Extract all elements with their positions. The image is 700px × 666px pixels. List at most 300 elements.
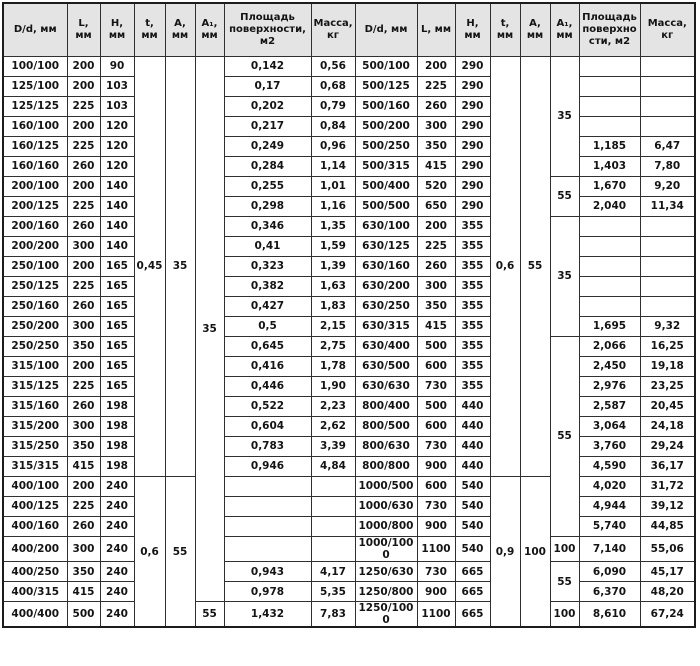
merged-cell-t-left: 0,6: [134, 477, 165, 628]
table-cell: 1100: [417, 602, 455, 628]
table-cell: 540: [455, 477, 490, 497]
column-header: Площадь поверхности, м2: [224, 3, 311, 57]
table-cell: 355: [455, 377, 490, 397]
table-cell: 103: [100, 97, 134, 117]
table-cell: 0,645: [224, 337, 311, 357]
merged-cell-a1-right: 100: [550, 537, 579, 562]
table-cell: 290: [455, 137, 490, 157]
table-cell: [224, 497, 311, 517]
table-cell: 0,346: [224, 217, 311, 237]
table-cell: 240: [100, 602, 134, 628]
table-row: [3, 277, 695, 297]
table-cell: 225: [417, 237, 455, 257]
table-cell: 300: [67, 537, 100, 562]
table-cell: 1,670: [579, 177, 640, 197]
table-cell: 440: [455, 417, 490, 437]
table-cell: 103: [100, 77, 134, 97]
table-cell: 240: [100, 517, 134, 537]
table-cell: 2,23: [311, 397, 355, 417]
column-header: A₁, мм: [550, 3, 579, 57]
table-cell: 4,020: [579, 477, 640, 497]
table-cell: 5,35: [311, 582, 355, 602]
merged-cell-a1-right: 55: [550, 177, 579, 217]
table-cell: 540: [455, 537, 490, 562]
column-header: D/d, мм: [355, 3, 417, 57]
table-cell: 400/200: [3, 537, 67, 562]
table-cell: 165: [100, 377, 134, 397]
table-cell: 200: [67, 57, 100, 77]
table-cell: 540: [455, 517, 490, 537]
table-cell: 260: [417, 97, 455, 117]
table-cell: 19,18: [640, 357, 695, 377]
table-cell: 315/160: [3, 397, 67, 417]
merged-cell-t-right: 0,6: [490, 57, 520, 477]
column-header: H, мм: [100, 3, 134, 57]
table-cell: 400/400: [3, 602, 67, 628]
column-header: A₁, мм: [195, 3, 224, 57]
table-cell: 0,249: [224, 137, 311, 157]
table-row: [3, 517, 695, 537]
table-cell: 45,17: [640, 562, 695, 582]
table-cell: 630/400: [355, 337, 417, 357]
table-cell: 250/100: [3, 257, 67, 277]
table-cell: 36,17: [640, 457, 695, 477]
table-cell: 198: [100, 417, 134, 437]
table-cell: 8,610: [579, 602, 640, 628]
table-cell: 315/315: [3, 457, 67, 477]
table-cell: 665: [455, 562, 490, 582]
table-cell: 31,72: [640, 477, 695, 497]
table-cell: 200: [67, 477, 100, 497]
table-cell: 315/100: [3, 357, 67, 377]
table-cell: 225: [67, 497, 100, 517]
table-cell: 260: [67, 397, 100, 417]
table-cell: 0,5: [224, 317, 311, 337]
table-cell: 4,17: [311, 562, 355, 582]
merged-cell-a1-left: 35: [195, 57, 224, 602]
table-cell: [579, 57, 640, 77]
table-cell: 1,185: [579, 137, 640, 157]
table-cell: 290: [455, 97, 490, 117]
table-cell: 160/100: [3, 117, 67, 137]
column-header: t, мм: [134, 3, 165, 57]
table-cell: 500/125: [355, 77, 417, 97]
table-cell: 1,39: [311, 257, 355, 277]
table-cell: 800/400: [355, 397, 417, 417]
merged-cell-a1-left: 55: [195, 602, 224, 628]
table-cell: 260: [67, 157, 100, 177]
merged-cell-a-left: 35: [165, 57, 195, 477]
table-cell: [579, 97, 640, 117]
table-cell: 630/250: [355, 297, 417, 317]
table-cell: 350: [67, 562, 100, 582]
table-cell: 2,587: [579, 397, 640, 417]
table-cell: 730: [417, 437, 455, 457]
table-cell: 260: [67, 297, 100, 317]
table-cell: 665: [455, 602, 490, 628]
table-cell: 900: [417, 582, 455, 602]
table-cell: 165: [100, 297, 134, 317]
table-cell: 1000/630: [355, 497, 417, 517]
table-cell: 0,416: [224, 357, 311, 377]
column-header: Масса, кг: [311, 3, 355, 57]
table-cell: 260: [417, 257, 455, 277]
table-cell: 1000/1000: [355, 537, 417, 562]
merged-cell-a-right: 100: [520, 477, 550, 628]
table-cell: 3,39: [311, 437, 355, 457]
table-cell: 400/125: [3, 497, 67, 517]
table-cell: 400/315: [3, 582, 67, 602]
table-cell: 650: [417, 197, 455, 217]
column-header: Масса, кг: [640, 3, 695, 57]
table-cell: 600: [417, 417, 455, 437]
table-cell: 290: [455, 197, 490, 217]
table-cell: 39,12: [640, 497, 695, 517]
table-cell: 55,06: [640, 537, 695, 562]
table-row: [3, 137, 695, 157]
table-cell: 225: [67, 97, 100, 117]
table-cell: [311, 537, 355, 562]
table-cell: 165: [100, 357, 134, 377]
table-cell: 100/100: [3, 57, 67, 77]
table-cell: 500/315: [355, 157, 417, 177]
merged-cell-a-left: 55: [165, 477, 195, 628]
table-cell: 500/100: [355, 57, 417, 77]
table-cell: 1,14: [311, 157, 355, 177]
table-cell: 400/160: [3, 517, 67, 537]
table-cell: [311, 497, 355, 517]
table-row: [3, 582, 695, 602]
table-cell: 0,946: [224, 457, 311, 477]
table-cell: 200: [67, 77, 100, 97]
table-cell: 415: [417, 157, 455, 177]
table-cell: 1,90: [311, 377, 355, 397]
table-cell: 0,17: [224, 77, 311, 97]
table-row: [3, 477, 695, 497]
table-cell: 350: [67, 337, 100, 357]
table-cell: 520: [417, 177, 455, 197]
table-cell: 225: [67, 377, 100, 397]
column-header: A, мм: [165, 3, 195, 57]
table-row: [3, 457, 695, 477]
table-cell: 1,78: [311, 357, 355, 377]
column-header: L, мм: [417, 3, 455, 57]
merged-cell-a-right: 55: [520, 57, 550, 477]
table-cell: 2,066: [579, 337, 640, 357]
table-cell: 198: [100, 397, 134, 417]
table-cell: 300: [67, 417, 100, 437]
table-cell: [579, 117, 640, 137]
table-cell: 198: [100, 457, 134, 477]
table-row: [3, 257, 695, 277]
table-cell: 200: [67, 117, 100, 137]
merged-cell-a1-right: 100: [550, 602, 579, 628]
column-header: L, мм: [67, 3, 100, 57]
table-cell: 140: [100, 197, 134, 217]
header-row: [3, 3, 695, 57]
table-cell: 355: [455, 237, 490, 257]
table-cell: 3,760: [579, 437, 640, 457]
table-cell: [224, 477, 311, 497]
table-cell: 120: [100, 157, 134, 177]
table-cell: 1,01: [311, 177, 355, 197]
table-cell: [579, 77, 640, 97]
table-cell: 125/125: [3, 97, 67, 117]
table-cell: 0,255: [224, 177, 311, 197]
table-cell: 4,84: [311, 457, 355, 477]
table-cell: 355: [455, 257, 490, 277]
table-cell: 1,35: [311, 217, 355, 237]
table-cell: 0,284: [224, 157, 311, 177]
table-cell: 415: [67, 582, 100, 602]
table-cell: 900: [417, 517, 455, 537]
table-cell: 0,84: [311, 117, 355, 137]
table-cell: 0,68: [311, 77, 355, 97]
table-cell: 200: [417, 57, 455, 77]
table-cell: 9,20: [640, 177, 695, 197]
column-header: D/d, мм: [3, 3, 67, 57]
table-cell: 1,403: [579, 157, 640, 177]
table-cell: 240: [100, 562, 134, 582]
table-cell: 5,740: [579, 517, 640, 537]
table-row: [3, 357, 695, 377]
table-cell: 7,140: [579, 537, 640, 562]
table-cell: [640, 257, 695, 277]
table-cell: 44,85: [640, 517, 695, 537]
table-row: [3, 177, 695, 197]
table-cell: 3,064: [579, 417, 640, 437]
table-row: [3, 117, 695, 137]
table-cell: 67,24: [640, 602, 695, 628]
table-cell: 500/400: [355, 177, 417, 197]
table-cell: 350: [417, 137, 455, 157]
table-cell: 11,34: [640, 197, 695, 217]
table-cell: 250/160: [3, 297, 67, 317]
table-cell: 350: [67, 437, 100, 457]
table-cell: [640, 97, 695, 117]
table-cell: 120: [100, 117, 134, 137]
table-cell: 2,450: [579, 357, 640, 377]
table-cell: 2,040: [579, 197, 640, 217]
merged-cell-a1-right: 35: [550, 57, 579, 177]
table-cell: 140: [100, 177, 134, 197]
table-cell: 290: [455, 177, 490, 197]
table-cell: 1,59: [311, 237, 355, 257]
table-cell: 250/125: [3, 277, 67, 297]
table-cell: 630/630: [355, 377, 417, 397]
table-cell: [640, 77, 695, 97]
table-cell: 355: [455, 217, 490, 237]
table-cell: [311, 517, 355, 537]
table-cell: 7,80: [640, 157, 695, 177]
table-cell: [224, 517, 311, 537]
table-cell: 0,446: [224, 377, 311, 397]
table-cell: 165: [100, 277, 134, 297]
table-cell: 0,978: [224, 582, 311, 602]
merged-cell-t-right: 0,9: [490, 477, 520, 628]
table-cell: 630/125: [355, 237, 417, 257]
table-cell: 4,590: [579, 457, 640, 477]
table-cell: 630/100: [355, 217, 417, 237]
table-cell: 1,63: [311, 277, 355, 297]
table-cell: 90: [100, 57, 134, 77]
table-row: [3, 197, 695, 217]
table-cell: 540: [455, 497, 490, 517]
table-cell: 240: [100, 497, 134, 517]
table-cell: 29,24: [640, 437, 695, 457]
table-cell: [579, 237, 640, 257]
table-cell: 800/800: [355, 457, 417, 477]
table-cell: 0,943: [224, 562, 311, 582]
table-row: [3, 57, 695, 77]
table-row: [3, 317, 695, 337]
table-cell: 4,944: [579, 497, 640, 517]
table-cell: 1,432: [224, 602, 311, 628]
table-row: [3, 417, 695, 437]
table-cell: 730: [417, 377, 455, 397]
table-cell: 630/160: [355, 257, 417, 277]
table-cell: 440: [455, 437, 490, 457]
table-row: [3, 562, 695, 582]
table-row: [3, 217, 695, 237]
table-cell: 225: [67, 197, 100, 217]
table-cell: 20,45: [640, 397, 695, 417]
table-cell: 0,382: [224, 277, 311, 297]
table-cell: 250/200: [3, 317, 67, 337]
table-cell: 630/315: [355, 317, 417, 337]
table-cell: 355: [455, 317, 490, 337]
table-cell: 48,20: [640, 582, 695, 602]
table-cell: 0,522: [224, 397, 311, 417]
table-cell: 730: [417, 562, 455, 582]
table-cell: 500/500: [355, 197, 417, 217]
table-cell: 6,090: [579, 562, 640, 582]
table-cell: [224, 537, 311, 562]
table-cell: 160/125: [3, 137, 67, 157]
table-cell: 1,695: [579, 317, 640, 337]
table-row: [3, 437, 695, 457]
table-cell: 440: [455, 397, 490, 417]
table-cell: 600: [417, 357, 455, 377]
table-cell: 200: [67, 357, 100, 377]
table-cell: 6,370: [579, 582, 640, 602]
table-cell: 200/200: [3, 237, 67, 257]
table-cell: 300: [417, 117, 455, 137]
table-cell: 1000/800: [355, 517, 417, 537]
table-cell: 260: [67, 217, 100, 237]
table-cell: 355: [455, 337, 490, 357]
table-row: [3, 297, 695, 317]
table-row: [3, 157, 695, 177]
table-cell: 290: [455, 77, 490, 97]
table-cell: 500: [417, 337, 455, 357]
table-cell: 250/250: [3, 337, 67, 357]
table-cell: 900: [417, 457, 455, 477]
table-cell: 0,142: [224, 57, 311, 77]
table-cell: 355: [455, 357, 490, 377]
table-cell: 665: [455, 582, 490, 602]
table-cell: 198: [100, 437, 134, 457]
table-cell: 2,976: [579, 377, 640, 397]
merged-cell-a1-right: 55: [550, 562, 579, 602]
table-cell: 0,217: [224, 117, 311, 137]
table-cell: 1250/1000: [355, 602, 417, 628]
table-cell: 240: [100, 582, 134, 602]
table-cell: [311, 477, 355, 497]
table-cell: 200/100: [3, 177, 67, 197]
table-cell: 290: [455, 57, 490, 77]
table-cell: 165: [100, 257, 134, 277]
table-cell: 415: [67, 457, 100, 477]
table-cell: 125/100: [3, 77, 67, 97]
table-cell: 24,18: [640, 417, 695, 437]
table-cell: 355: [455, 277, 490, 297]
table-row: [3, 337, 695, 357]
table-cell: 1250/630: [355, 562, 417, 582]
table-cell: 200: [67, 257, 100, 277]
table-cell: 120: [100, 137, 134, 157]
table-cell: 290: [455, 117, 490, 137]
table-cell: [640, 277, 695, 297]
column-header: Площадь поверхности, м2: [579, 3, 640, 57]
column-header: A, мм: [520, 3, 550, 57]
table-cell: 7,83: [311, 602, 355, 628]
table-cell: 0,202: [224, 97, 311, 117]
table-cell: 240: [100, 477, 134, 497]
table-cell: [579, 277, 640, 297]
table-cell: 315/125: [3, 377, 67, 397]
table-cell: 1100: [417, 537, 455, 562]
table-cell: 400/100: [3, 477, 67, 497]
merged-cell-t-left: 0,45: [134, 57, 165, 477]
table-cell: 0,79: [311, 97, 355, 117]
table-cell: 2,62: [311, 417, 355, 437]
table-row: [3, 237, 695, 257]
table-cell: 800/500: [355, 417, 417, 437]
table-cell: 300: [67, 317, 100, 337]
table-cell: 140: [100, 217, 134, 237]
table-cell: 200: [67, 177, 100, 197]
table-cell: 0,604: [224, 417, 311, 437]
table-cell: 240: [100, 537, 134, 562]
table-cell: 500/250: [355, 137, 417, 157]
table-cell: 300: [67, 237, 100, 257]
table-cell: 315/250: [3, 437, 67, 457]
table-cell: 630/200: [355, 277, 417, 297]
table-cell: 0,323: [224, 257, 311, 277]
table-cell: 225: [417, 77, 455, 97]
table-cell: 0,427: [224, 297, 311, 317]
table-cell: [579, 297, 640, 317]
table-cell: 16,25: [640, 337, 695, 357]
column-header: H, мм: [455, 3, 490, 57]
table-cell: 350: [417, 297, 455, 317]
dimensions-table: [2, 2, 696, 628]
table-cell: 730: [417, 497, 455, 517]
table-row: [3, 397, 695, 417]
table-cell: [640, 217, 695, 237]
table-cell: 160/160: [3, 157, 67, 177]
table-cell: 165: [100, 317, 134, 337]
table-cell: 630/500: [355, 357, 417, 377]
table-cell: 355: [455, 297, 490, 317]
table-cell: [579, 217, 640, 237]
table-cell: 140: [100, 237, 134, 257]
table-cell: 0,96: [311, 137, 355, 157]
table-cell: 0,783: [224, 437, 311, 457]
table-row: [3, 97, 695, 117]
table-cell: 200/125: [3, 197, 67, 217]
